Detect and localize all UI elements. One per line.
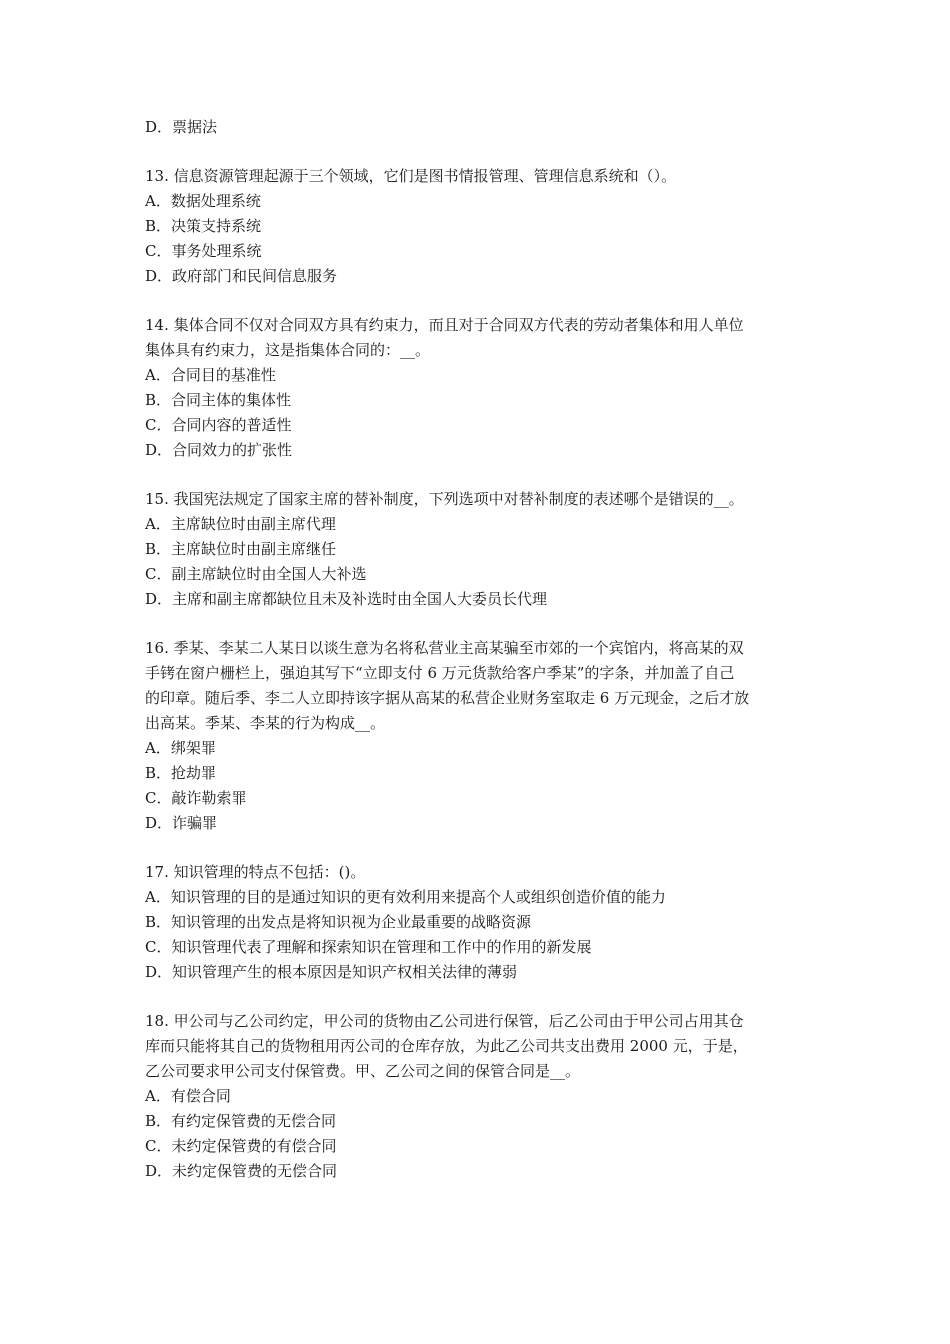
document-page <box>145 115 815 1184</box>
question-stem-line: 14. 集体合同不仅对合同双方具有约束力，而且对于合同双方代表的劳动者集体和用人单位 <box>145 316 744 334</box>
question-stem-line: 库而只能将其自己的货物租用丙公司的仓库存放，为此乙公司共支出费用 2000 元，于是， <box>145 1037 748 1055</box>
answer-option: D．合同效力的扩张性 <box>145 441 293 459</box>
question-block <box>145 636 815 836</box>
question-stem-line: 17. 知识管理的特点不包括：()。 <box>145 863 366 881</box>
answer-option: B．知识管理的出发点是将知识视为企业最重要的战略资源 <box>145 913 532 931</box>
question-stem-line: 集体具有约束力，这是指集体合同的：__。 <box>145 341 431 359</box>
question-stem-line: 16. 季某、李某二人某日以谈生意为名将私营业主高某骗至市郊的一个宾馆内，将高某的双 <box>145 639 744 657</box>
answer-option: B．有约定保管费的无偿合同 <box>145 1112 337 1130</box>
leading-option: D．票据法 <box>145 118 218 136</box>
answer-option: C．知识管理代表了理解和探索知识在管理和工作中的作用的新发展 <box>145 938 592 956</box>
question-list <box>145 164 815 1184</box>
question-stem-line: 15. 我国宪法规定了国家主席的替补制度，下列选项中对替补制度的表述哪个是错误的__。 <box>145 490 744 508</box>
question-stem-line: 的印章。随后季、李二人立即持该字据从高某的私营企业财务室取走 6 万元现金，之后才放 <box>145 689 750 707</box>
answer-option: D．诈骗罪 <box>145 814 218 832</box>
question-stem-line: 出高某。季某、李某的行为构成__。 <box>145 714 386 732</box>
question-block <box>145 1009 815 1184</box>
question-block <box>145 860 815 985</box>
answer-option: D．未约定保管费的无偿合同 <box>145 1162 338 1180</box>
question-block <box>145 487 815 612</box>
answer-option: A．合同目的基准性 <box>145 366 276 384</box>
answer-option: C．敲诈勒索罪 <box>145 789 247 807</box>
answer-option: C．合同内容的普适性 <box>145 416 292 434</box>
answer-option: A．主席缺位时由副主席代理 <box>145 515 336 533</box>
answer-option: C．事务处理系统 <box>145 242 262 260</box>
answer-option: B．决策支持系统 <box>145 217 262 235</box>
question-stem-line: 手铐在窗户栅栏上，强迫其写下“立即支付 6 万元货款给客户季某”的字条，并加盖了自己 <box>145 664 735 682</box>
answer-option: D．主席和副主席都缺位且未及补选时由全国人大委员长代理 <box>145 590 548 608</box>
question-block <box>145 313 815 463</box>
answer-option: C．副主席缺位时由全国人大补选 <box>145 565 367 583</box>
answer-option: C．未约定保管费的有偿合同 <box>145 1137 337 1155</box>
answer-option: A．绑架罪 <box>145 739 216 757</box>
answer-option: B．抢劫罪 <box>145 764 217 782</box>
answer-option: D．知识管理产生的根本原因是知识产权相关法律的薄弱 <box>145 963 518 981</box>
answer-option: A．数据处理系统 <box>145 192 261 210</box>
answer-option: D．政府部门和民间信息服务 <box>145 267 338 285</box>
answer-option: B．合同主体的集体性 <box>145 391 292 409</box>
question-block <box>145 164 815 289</box>
question-stem-line: 乙公司要求甲公司支付保管费。甲、乙公司之间的保管合同是__。 <box>145 1062 581 1080</box>
question-stem-line: 18. 甲公司与乙公司约定，甲公司的货物由乙公司进行保管，后乙公司由于甲公司占用其仓 <box>145 1012 744 1030</box>
answer-option: B．主席缺位时由副主席继任 <box>145 540 337 558</box>
answer-option: A．有偿合同 <box>145 1087 231 1105</box>
question-stem-line: 13. 信息资源管理起源于三个领域，它们是图书情报管理、管理信息系统和（）。 <box>145 167 677 185</box>
answer-option: A．知识管理的目的是通过知识的更有效利用来提高个人或组织创造价值的能力 <box>145 888 666 906</box>
